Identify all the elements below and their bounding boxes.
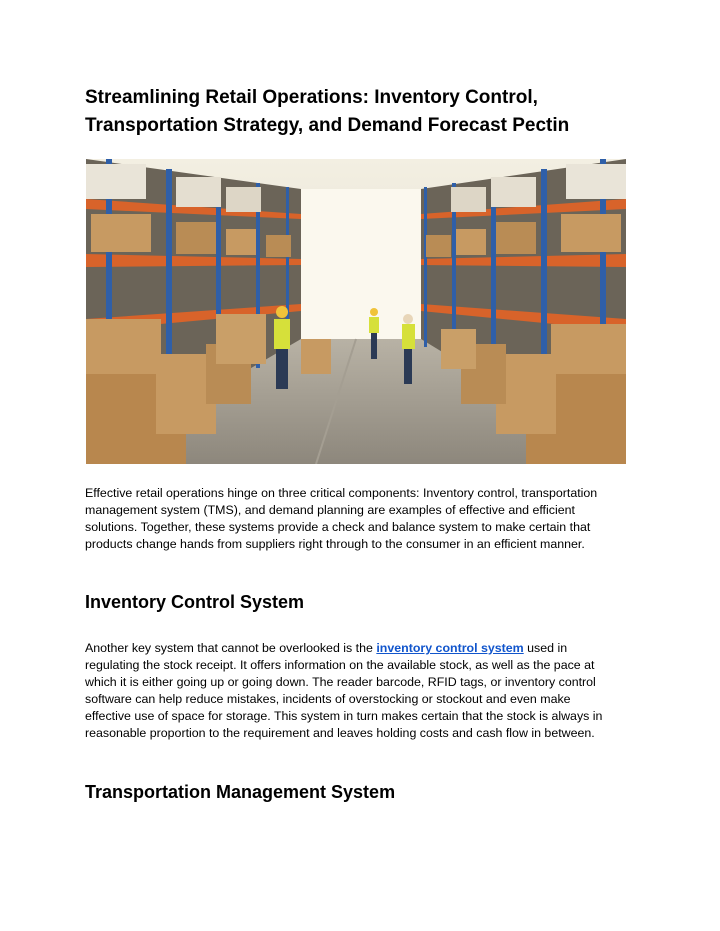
text-line: effective use of space for storage. This system in turn makes certain that the stock is always in [85,709,603,723]
inventory-paragraph [85,640,645,742]
title-line: Streamlining Retail Operations: Inventory Control, [85,87,538,108]
title-line: Transportation Strategy, and Demand Forecast Pectin [85,115,570,136]
text-line: which it is either going up or going down. The reader barcode, RFID tags, or inventory control [85,675,596,689]
text-line: reasonable proportion to the requirement and leaves holding costs and cash flow in between. [85,726,595,740]
inventory-control-link[interactable]: inventory control system [376,641,524,655]
text-line: Effective retail operations hinge on three critical components: Inventory control, transportation [85,486,598,500]
warehouse-photo [86,159,626,464]
text-fragment: used in [523,641,568,655]
page-title [85,84,645,140]
text-line: regulating the stock receipt. It offers information on the available stock, as well as the pace at [85,658,595,672]
intro-paragraph [85,485,645,553]
text-line: management system (TMS), and demand planning are examples of effective and efficient [85,503,575,517]
text-fragment: Another key system that cannot be overlooked is the [85,641,377,655]
section-heading-inventory: Inventory Control System [85,592,305,612]
warehouse-illustration [86,159,626,464]
text-line: solutions. Together, these systems provide a check and balance system to make certain that [85,520,591,534]
text-line [85,640,645,657]
text-line: products change hands from suppliers right through to the consumer in an efficient manner. [85,537,585,551]
text-line: software can help reduce mistakes, incidents of overstocking or stockout and even make [85,692,571,706]
section-heading-transportation: Transportation Management System [85,782,396,802]
